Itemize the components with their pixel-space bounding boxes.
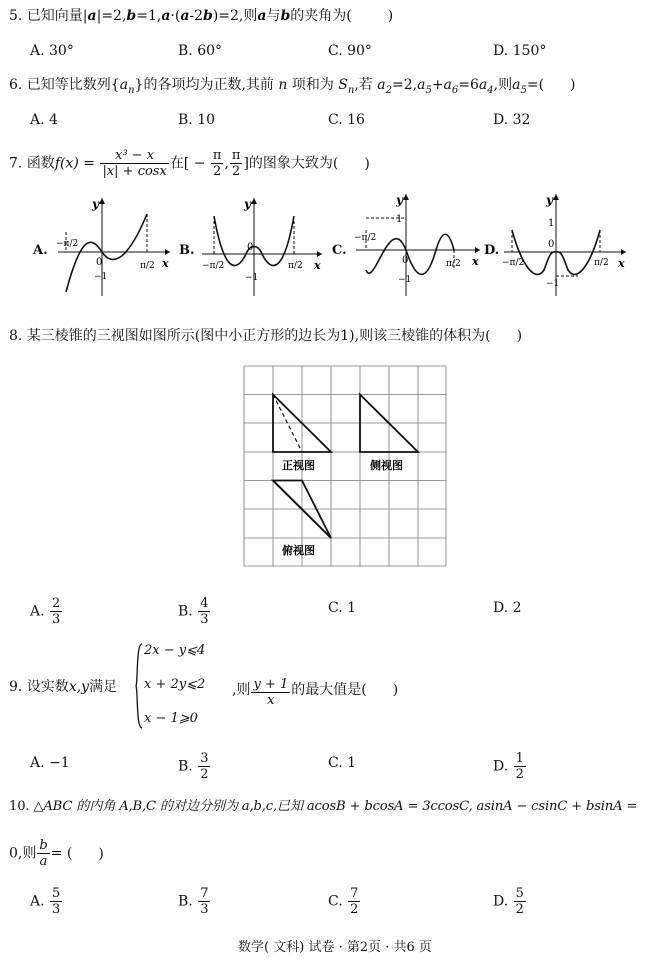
svg-text:−1: −1	[94, 272, 108, 282]
q10-option-a: A. $\frac{5}{3}$	[30, 886, 61, 917]
svg-text:1: 1	[396, 214, 403, 225]
function-fraction: $\frac{\text{x³ − x}}{|x| + \cos x}$	[102, 148, 167, 179]
question-5: 5. 已知向量|a|=2,b=1,a·(a-2b)=2,则a与b的夹角为( )	[9, 8, 394, 24]
q5-option-a: A. 30°	[30, 43, 74, 59]
constraint-3: x − 1⩾0	[144, 711, 198, 726]
q8-option-a: A. $\frac{2}{3}$	[30, 596, 61, 627]
question-7: 7. 函数f(x) = $\frac{\text{x³ − x}}{|x| + \cos x}$ 在[ − $\frac{\pi}{2}$ , $\frac{\pi}{2}$ ]的图象大致为( )	[9, 148, 370, 179]
svg-text:0: 0	[548, 239, 555, 250]
q10-option-c: C. $\frac{7}{2}$	[328, 886, 359, 917]
question-6: 6. 已知等比数列$\{a_n\}$的各项均为正数,其前 n 项和为 $S_n$,若 $a_2=2,a_5+a_6=6a_4$,则$a_5=$( )	[9, 77, 576, 96]
constraint-2: x + 2y⩽2	[144, 677, 206, 692]
side-view-label: 侧视图	[370, 459, 403, 472]
q6-option-b: B. 10	[178, 112, 216, 128]
three-view-grid	[242, 364, 448, 568]
question-9: 9. 设实数x,y满足	[9, 679, 118, 695]
svg-text:x: x	[162, 257, 169, 270]
q6-option-a: A. 4	[30, 112, 58, 128]
page-footer: 数学( 文科) 试卷 · 第2页 · 共6 页	[238, 940, 432, 955]
q9-tail: ,则 $\frac{y + 1}{x}$ 的最大值是( )	[232, 677, 399, 708]
svg-text:y: y	[546, 193, 553, 207]
q5-option-d: D. 150°	[493, 43, 547, 59]
svg-text:1: 1	[548, 218, 555, 229]
svg-text:−1: −1	[398, 275, 412, 285]
q6-option-c: C. 16	[328, 112, 365, 128]
svg-text:−π/2: −π/2	[354, 233, 377, 243]
svg-text:−1: −1	[546, 279, 560, 289]
svg-text:y: y	[244, 197, 251, 211]
q9-option-b: B. $\frac{3}{2}$	[178, 751, 209, 782]
q5-option-c: C. 90°	[328, 43, 372, 59]
q8-option-c: C. 1	[328, 600, 357, 616]
q9-option-c: C. 1	[328, 755, 357, 771]
svg-text:−π/2: −π/2	[202, 261, 225, 271]
svg-text:0: 0	[247, 242, 254, 253]
svg-text:π/2: π/2	[288, 261, 303, 271]
svg-text:−π/2: −π/2	[56, 239, 79, 249]
graph-label-b: B.	[179, 243, 195, 258]
q9-option-a: A. −1	[30, 755, 70, 771]
svg-text:π/2: π/2	[594, 258, 609, 268]
graph-d	[498, 190, 630, 300]
q9-option-d: D. $\frac{1}{2}$	[493, 751, 524, 782]
svg-text:x: x	[472, 255, 479, 268]
graph-a	[52, 192, 174, 300]
svg-text:y: y	[92, 197, 99, 211]
question-10-line-2: 0,则 $\frac{b}{a}$ = ( )	[9, 838, 104, 869]
graph-label-d: D.	[484, 243, 500, 258]
q6-option-d: D. 32	[493, 112, 531, 128]
svg-text:x: x	[314, 259, 321, 272]
svg-text:y: y	[396, 193, 403, 207]
svg-text:0: 0	[96, 257, 103, 268]
q5-option-b: B. 60°	[178, 43, 223, 59]
question-8: 8. 某三棱锥的三视图如图所示(图中小正方形的边长为1),则该三棱锥的体积为( )	[9, 328, 523, 344]
graph-b	[196, 192, 326, 300]
top-view-label: 俯视图	[282, 544, 315, 557]
q10-option-b: B. $\frac{7}{3}$	[178, 886, 209, 917]
system-brace	[134, 642, 144, 730]
svg-text:π/2: π/2	[140, 261, 155, 271]
q10-option-d: D. $\frac{5}{2}$	[493, 886, 524, 917]
svg-text:0: 0	[402, 255, 409, 266]
svg-text:−1: −1	[245, 273, 259, 283]
svg-text:π/2: π/2	[446, 259, 461, 269]
constraint-1: 2x − y⩽4	[144, 643, 206, 658]
svg-text:−π/2: −π/2	[502, 258, 525, 268]
svg-text:x: x	[618, 257, 625, 270]
graph-label-a: A.	[33, 243, 48, 258]
q8-option-d: D. 2	[493, 600, 522, 616]
front-view-label: 正视图	[282, 459, 315, 472]
question-10-line-1: 10. △ABC 的内角 A,B,C 的对边分别为 a,b,c,已知 acosB + bcosA = 3ccosC, asinA − csinC + bsinA =	[9, 799, 638, 814]
q8-option-b: B. $\frac{4}{3}$	[178, 596, 209, 627]
graph-c	[350, 190, 485, 300]
graph-label-c: C.	[332, 243, 347, 258]
